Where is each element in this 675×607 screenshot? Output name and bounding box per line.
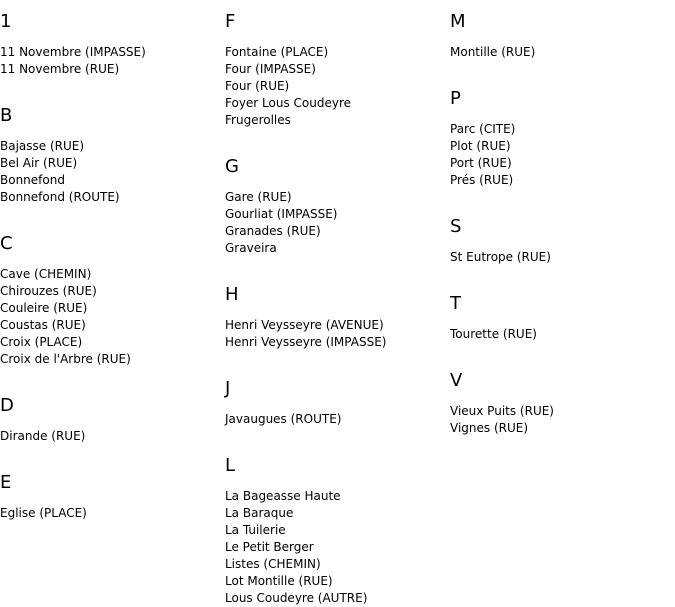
letter-group (225, 12, 450, 145)
letter-heading: T (450, 293, 461, 314)
group-spacer (0, 368, 225, 384)
street-link[interactable]: Lot Montille (RUE) (225, 574, 333, 588)
street-link[interactable]: Eglise (PLACE) (0, 506, 87, 520)
letter-heading: J (225, 378, 231, 399)
street-list (0, 266, 225, 368)
street-link[interactable]: Javaugues (ROUTE) (225, 412, 342, 426)
letter-group (225, 456, 450, 607)
letter-heading: D (0, 395, 14, 416)
street-list (0, 428, 225, 445)
letter-group (0, 106, 225, 222)
letter-group (450, 89, 675, 205)
street-link[interactable]: Chirouzes (RUE) (0, 284, 97, 298)
street-list (450, 121, 675, 189)
street-link[interactable]: Four (RUE) (225, 79, 290, 93)
street-link[interactable]: Parc (CITE) (450, 122, 516, 136)
street-link[interactable]: Tourette (RUE) (450, 327, 537, 341)
street-link[interactable]: Bonnefond (0, 173, 65, 187)
street-link[interactable]: Foyer Lous Coudeyre (225, 96, 352, 110)
street-link[interactable]: 11 Novembre (RUE) (0, 62, 120, 76)
street-link[interactable]: Le Petit Berger (225, 540, 314, 554)
street-list (0, 505, 225, 522)
letter-heading: S (450, 216, 462, 237)
street-link[interactable]: Frugerolles (225, 113, 291, 127)
letter-group (0, 12, 225, 94)
letter-heading: G (225, 156, 239, 177)
letter-heading: 1 (0, 11, 12, 32)
letter-group (450, 217, 675, 282)
letter-group (0, 396, 225, 461)
street-link[interactable]: Gare (RUE) (225, 190, 292, 204)
street-link[interactable]: Lous Coudeyre (AUTRE) (225, 591, 368, 605)
street-link[interactable]: Montille (RUE) (450, 45, 536, 59)
street-list (450, 44, 675, 61)
street-link[interactable]: La Baraque (225, 506, 294, 520)
letter-group (450, 12, 675, 77)
street-link[interactable]: St Eutrope (RUE) (450, 250, 551, 264)
street-list (0, 138, 225, 206)
group-spacer (225, 351, 450, 367)
street-link[interactable]: Croix de l'Arbre (RUE) (0, 352, 131, 366)
group-spacer (0, 445, 225, 461)
street-link[interactable]: Bonnefond (ROUTE) (0, 190, 120, 204)
letter-group (0, 473, 225, 522)
street-list (225, 411, 450, 428)
street-link[interactable]: Gourliat (IMPASSE) (225, 207, 338, 221)
street-link[interactable]: Four (IMPASSE) (225, 62, 316, 76)
street-link[interactable]: Bajasse (RUE) (0, 139, 85, 153)
street-link[interactable]: Granades (RUE) (225, 224, 321, 238)
group-spacer (0, 78, 225, 94)
street-link[interactable]: Couleire (RUE) (0, 301, 88, 315)
letter-heading: L (225, 455, 236, 476)
street-link[interactable]: Listes (CHEMIN) (225, 557, 321, 571)
letter-group (450, 294, 675, 359)
street-link[interactable]: Vieux Puits (RUE) (450, 404, 554, 418)
letter-heading: P (450, 88, 461, 109)
street-list (225, 44, 450, 129)
street-link[interactable]: Cave (CHEMIN) (0, 267, 92, 281)
street-link[interactable]: Henri Veysseyre (AVENUE) (225, 318, 384, 332)
letter-heading: H (225, 284, 239, 305)
street-link[interactable]: Bel Air (RUE) (0, 156, 78, 170)
letter-heading: C (0, 233, 13, 254)
street-link[interactable]: La Bageasse Haute (225, 489, 341, 503)
index-column-3 (450, 0, 675, 437)
letter-heading: B (0, 105, 13, 126)
group-spacer (225, 129, 450, 145)
street-list (450, 249, 675, 266)
street-list (450, 403, 675, 437)
street-link[interactable]: Coustas (RUE) (0, 318, 86, 332)
letter-group (225, 157, 450, 273)
letter-group (225, 285, 450, 367)
letter-group (450, 371, 675, 437)
group-spacer (450, 61, 675, 77)
index-column-1 (0, 0, 225, 522)
street-link[interactable]: Plot (RUE) (450, 139, 511, 153)
street-link[interactable]: Henri Veysseyre (IMPASSE) (225, 335, 387, 349)
street-list (450, 326, 675, 343)
group-spacer (225, 257, 450, 273)
street-link[interactable]: Dirande (RUE) (0, 429, 86, 443)
street-list (225, 317, 450, 351)
letter-heading: E (0, 472, 12, 493)
group-spacer (0, 206, 225, 222)
letter-heading: F (225, 11, 236, 32)
group-spacer (450, 343, 675, 359)
group-spacer (450, 266, 675, 282)
street-link[interactable]: La Tuilerie (225, 523, 286, 537)
group-spacer (450, 189, 675, 205)
group-spacer (225, 428, 450, 444)
street-link[interactable]: Fontaine (PLACE) (225, 45, 329, 59)
street-link[interactable]: Graveira (225, 241, 277, 255)
street-list (0, 44, 225, 78)
letter-heading: V (450, 370, 463, 391)
street-list (225, 189, 450, 257)
street-link[interactable]: 11 Novembre (IMPASSE) (0, 45, 146, 59)
street-link[interactable]: Prés (RUE) (450, 173, 514, 187)
street-list (225, 488, 450, 607)
street-link[interactable]: Port (RUE) (450, 156, 512, 170)
street-link[interactable]: Vignes (RUE) (450, 421, 529, 435)
index-column-2 (225, 0, 450, 607)
letter-group (0, 234, 225, 384)
street-link[interactable]: Croix (PLACE) (0, 335, 83, 349)
letter-heading: M (450, 11, 466, 32)
letter-group (225, 379, 450, 444)
